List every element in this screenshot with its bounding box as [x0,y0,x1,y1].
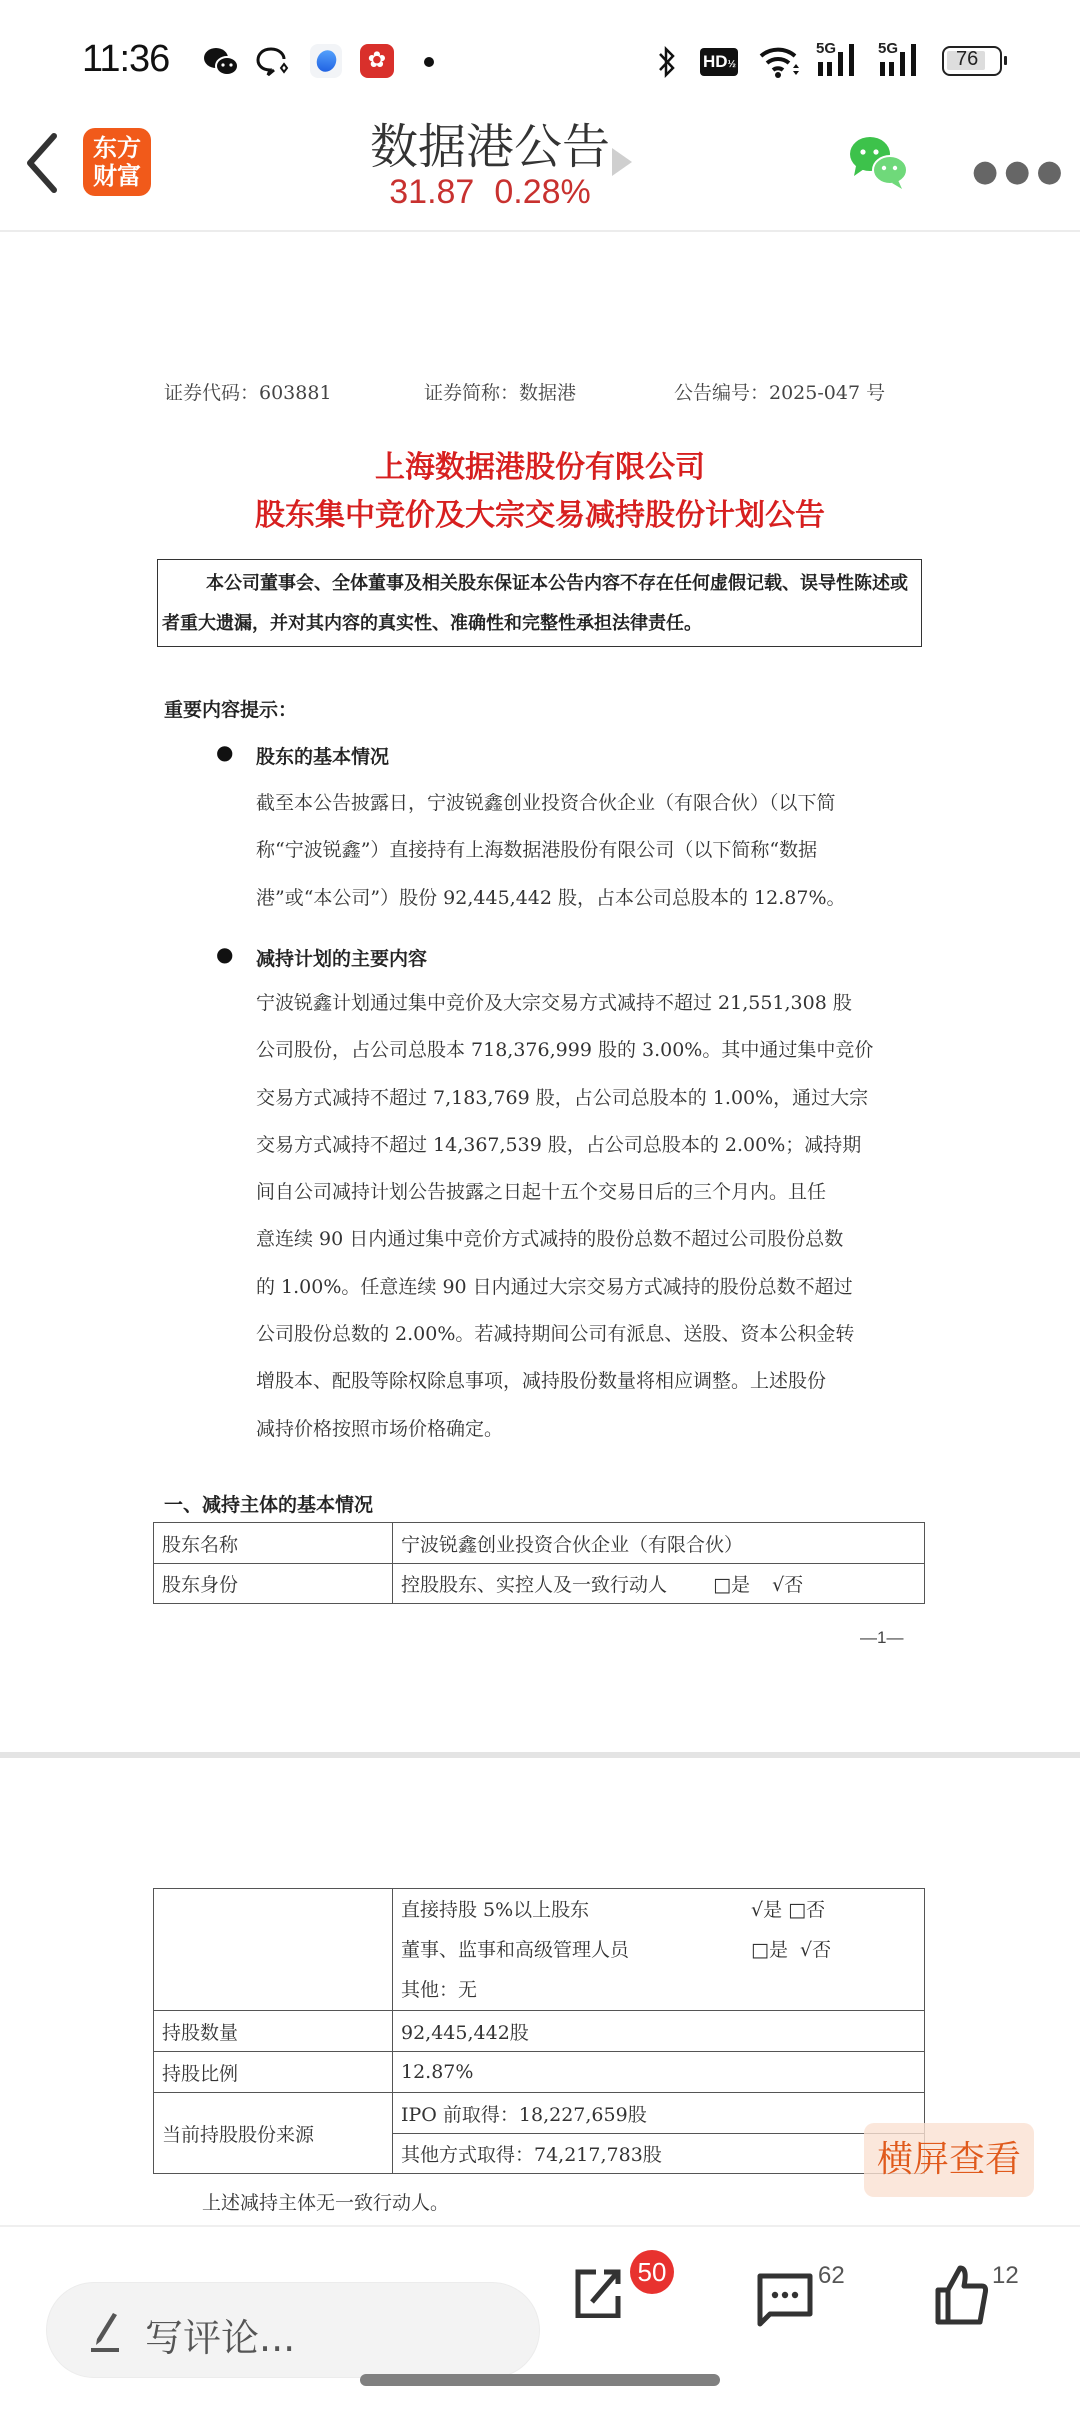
checkbox-yes: √是 [751,1898,783,1921]
share-button[interactable] [574,2262,622,2318]
identity-label: 董事、监事和高级管理人员 [401,1938,630,1961]
checkbox-yes: □是 [751,1938,788,1961]
home-indicator[interactable] [360,2374,720,2386]
table-row [154,1889,925,2011]
more-options-button[interactable]: ●●● [972,154,1069,189]
para-line: 减持价格按照市场价格确定。 [256,1417,504,1440]
landscape-view-button[interactable]: 横屏查看 [864,2123,1034,2197]
comment-input[interactable] [46,2282,540,2378]
back-button[interactable] [22,128,62,198]
logo-text-line1: 东方 [93,134,141,162]
para-line: 间自公司减持计划公告披露之日起十五个交易日后的三个月内。且任 [256,1181,827,1204]
para-line: 宁波锐鑫计划通过集中竞价及大宗交易方式减持不超过 21,551,308 股 [256,992,852,1014]
like-button[interactable] [932,2264,990,2326]
table-row [154,2052,925,2093]
identity-checks [751,1890,825,1930]
network-type-2: 5G [878,40,899,57]
bullet-heading-shareholder: 股东的基本情况 [256,746,390,768]
eastmoney-logo [83,128,151,196]
cellular-signal-icon-1 [816,40,868,80]
page-break [0,1752,1080,1758]
checkbox-no: √否 [800,1938,832,1961]
quote-arrow-icon[interactable] [612,148,632,176]
table-cell-value: 其他方式取得：74,217,783股 [393,2134,925,2174]
like-count: 12 [992,2262,1019,2289]
para-line: 称“宁波锐鑫”）直接持有上海数据港股份有限公司（以下简称“数据 [256,839,818,862]
para-line: 增股本、配股等除权除息事项，减持股份数量将相应调整。上述股份 [256,1370,827,1393]
hd-label: HD [703,52,728,71]
bottom-divider [0,2225,1080,2227]
header-divider [0,230,1080,232]
page-number: —1— [860,1628,904,1647]
table-cell-value: 92,445,442股 [393,2011,925,2052]
announcement-title: 股东集中竞价及大宗交易减持股份计划公告 [255,498,825,533]
stock-price: 31.87 [389,173,475,211]
pencil-icon [87,2309,123,2353]
no-concert-party-note: 上述减持主体无一致行动人。 [202,2192,450,2214]
battery-level: 76 [956,48,979,70]
wifi-icon [758,44,802,80]
table-cell-label: 持股比例 [154,2052,393,2093]
wechat-notification-icon [203,46,239,78]
checkbox-no: □否 [788,1898,826,1921]
comment-count: 62 [818,2262,845,2289]
battery-icon [942,46,1002,76]
para-line: 交易方式减持不超过 14,367,539 股，占公司总股本的 2.00%；减持期 [256,1133,862,1156]
holding-table [153,1888,925,2174]
table-cell-value: 12.87% [393,2052,925,2093]
wechat-share-button[interactable] [846,132,910,192]
notice-number: 公告编号：2025-047 号 [674,382,886,404]
company-title: 上海数据港股份有限公司 [375,450,705,485]
para-line: 截至本公告披露日，宁波锐鑫创业投资合伙企业（有限合伙）（以下简 [256,792,836,814]
cellular-signal-icon-2 [878,40,930,80]
bullet-icon: ● [216,942,234,966]
hd-voice-icon: HD½ [700,48,738,76]
checkbox-no: √否 [772,1574,804,1596]
table-cell-label: 当前持股股份来源 [154,2093,393,2174]
stock-quote[interactable] [300,173,680,212]
checkbox-yes: □是 [713,1574,751,1596]
plan-paragraph [256,980,921,1453]
stock-change: 0.28% [494,173,591,211]
notification-dot-icon [424,57,434,67]
identity-cell [393,1889,925,2011]
shareholder-table [153,1522,925,1604]
para-line: 公司股份总数的 2.00%。若减持期间公司有派息、送股、资本公积金转 [256,1323,855,1346]
bluetooth-icon [656,44,678,80]
table-cell-label: 股东名称 [154,1523,393,1564]
table-cell-value: 宁波锐鑫创业投资合伙企业（有限合伙） [393,1523,925,1564]
red-flower-app-icon: ✿ [360,44,394,78]
tips-heading: 重要内容提示： [164,699,298,721]
comment-placeholder: 写评论... [145,2316,296,2360]
table-row [154,1564,925,1604]
page-title: 数据港公告 [369,119,610,175]
identity-row [401,1930,916,1970]
table-cell-label: 持股数量 [154,2011,393,2052]
security-code: 证券代码：603881 [164,382,332,404]
table-cell-label: 股东身份 [154,1564,393,1604]
para-line: 意连续 90 日内通过集中竞价方式减持的股份总数不超过公司股份总数 [256,1228,844,1251]
table-cell-value: IPO 前取得：18,227,659股 [393,2093,925,2134]
network-type-1: 5G [816,40,837,57]
table-cell-empty [154,1889,393,2011]
section1-heading: 一、减持主体的基本情况 [164,1494,374,1516]
browser-app-icon [310,44,342,78]
comment-button[interactable] [756,2272,814,2328]
logo-text-line2: 财富 [93,162,141,190]
table-row [154,1523,925,1564]
para-line: 港”或“本公司”）股份 92,445,442 股，占本公司总股本的 12.87%。 [256,886,846,909]
para-line: 的 1.00%。任意连续 90 日内通过大宗交易方式减持的股份总数不超过 [256,1275,853,1298]
bullet-icon: ● [216,740,234,764]
security-short-name: 证券简称：数据港 [424,382,577,404]
table-row [154,2093,925,2134]
bullet-heading-plan: 减持计划的主要内容 [256,948,428,970]
identity-label: 控股股东、实控人及一致行动人 [401,1574,668,1596]
share-count-badge: 50 [630,2250,674,2294]
table-cell-value [393,1564,925,1604]
identity-label: 直接持股 5%以上股东 [401,1898,590,1921]
shareholder-paragraph [256,780,921,922]
para-line: 交易方式减持不超过 7,183,769 股，占公司总股本的 1.00%，通过大宗 [256,1086,869,1109]
identity-row [401,1890,916,1930]
responsibility-statement-box [157,559,922,647]
chat-sparkle-icon [256,46,292,80]
identity-checks [751,1930,831,1970]
identity-other: 其他：无 [401,1978,478,2001]
responsibility-statement: 本公司董事会、全体董事及相关股东保证本公告内容不存在任何虚假记载、误导性陈述或者重大遗漏，并对其内容的真实性、准确性和完整性承担法律责任。 [162,573,908,634]
table-row [154,2011,925,2052]
status-time: 11:36 [82,38,170,80]
para-line: 公司股份，占公司总股本 718,376,999 股的 3.00%。其中通过集中竞价 [256,1039,874,1062]
